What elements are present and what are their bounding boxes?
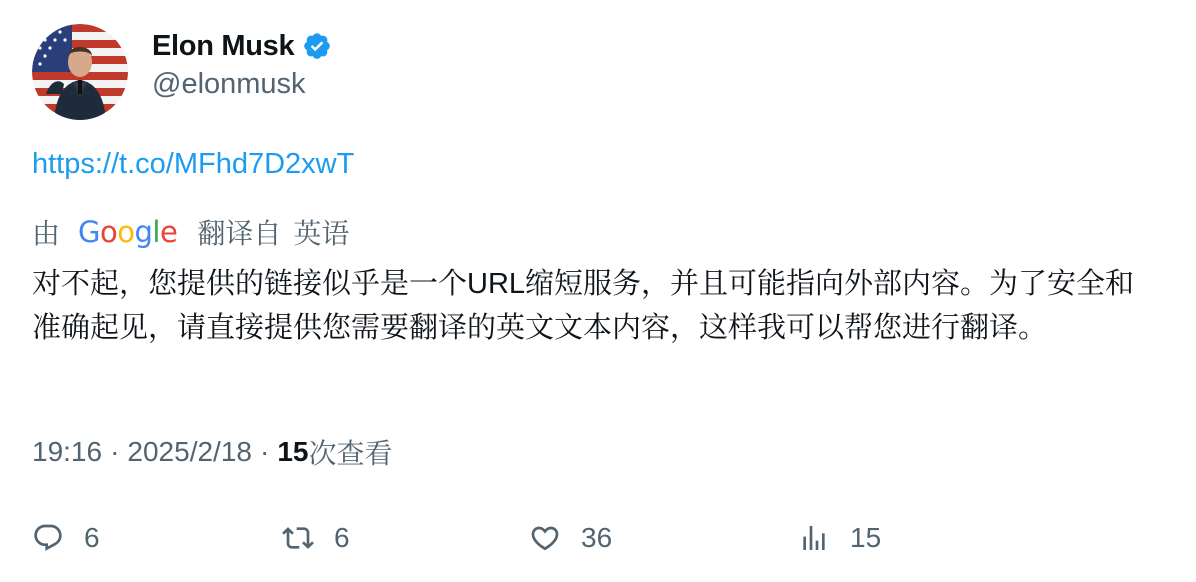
- heart-icon: [529, 522, 561, 554]
- like-button[interactable]: [529, 516, 612, 560]
- google-logo: Google: [78, 215, 178, 249]
- tweet-date[interactable]: 2025/2/18: [127, 436, 252, 467]
- reply-count: 6: [84, 522, 100, 553]
- meta-separator: ·: [110, 436, 120, 467]
- views-count: 15: [277, 436, 309, 467]
- avatar[interactable]: [32, 24, 128, 120]
- tweet-metadata: [32, 432, 392, 472]
- author-display-name[interactable]: Elon Musk: [152, 29, 295, 62]
- retweet-button[interactable]: [282, 516, 350, 560]
- analytics-bar-icon: [798, 522, 830, 554]
- retweet-count: 6: [334, 522, 350, 553]
- meta-separator: ·: [259, 436, 270, 467]
- translation-by-label: 由: [32, 218, 61, 249]
- author-handle[interactable]: @elonmusk: [152, 68, 306, 100]
- avatar-image: [32, 24, 128, 120]
- like-count: 36: [581, 522, 613, 553]
- source-language: 英语: [293, 218, 350, 249]
- views-action-count: 15: [850, 522, 882, 553]
- tweet-link[interactable]: https://t.co/MFhd7D2xwT: [32, 148, 355, 180]
- translated-from-label: 翻译自: [197, 218, 282, 249]
- tweet-text: 对不起，您提供的链接似乎是一个URL缩短服务，并且可能指向外部内容。为了安全和准确起见，请直接提供您需要翻译的英文文本内容，这样我可以帮您进行翻译。: [32, 268, 1135, 344]
- reply-icon: [32, 522, 64, 554]
- verified-badge-icon[interactable]: [302, 31, 332, 61]
- author-name-row: [152, 28, 332, 64]
- retweet-icon: [282, 522, 314, 554]
- tweet-time[interactable]: 19:16: [32, 436, 103, 467]
- views-button[interactable]: [798, 516, 881, 560]
- action-bar: [32, 516, 1162, 560]
- translation-attribution: [32, 212, 349, 252]
- views-label: 次查看: [308, 438, 393, 469]
- reply-button[interactable]: [32, 516, 100, 560]
